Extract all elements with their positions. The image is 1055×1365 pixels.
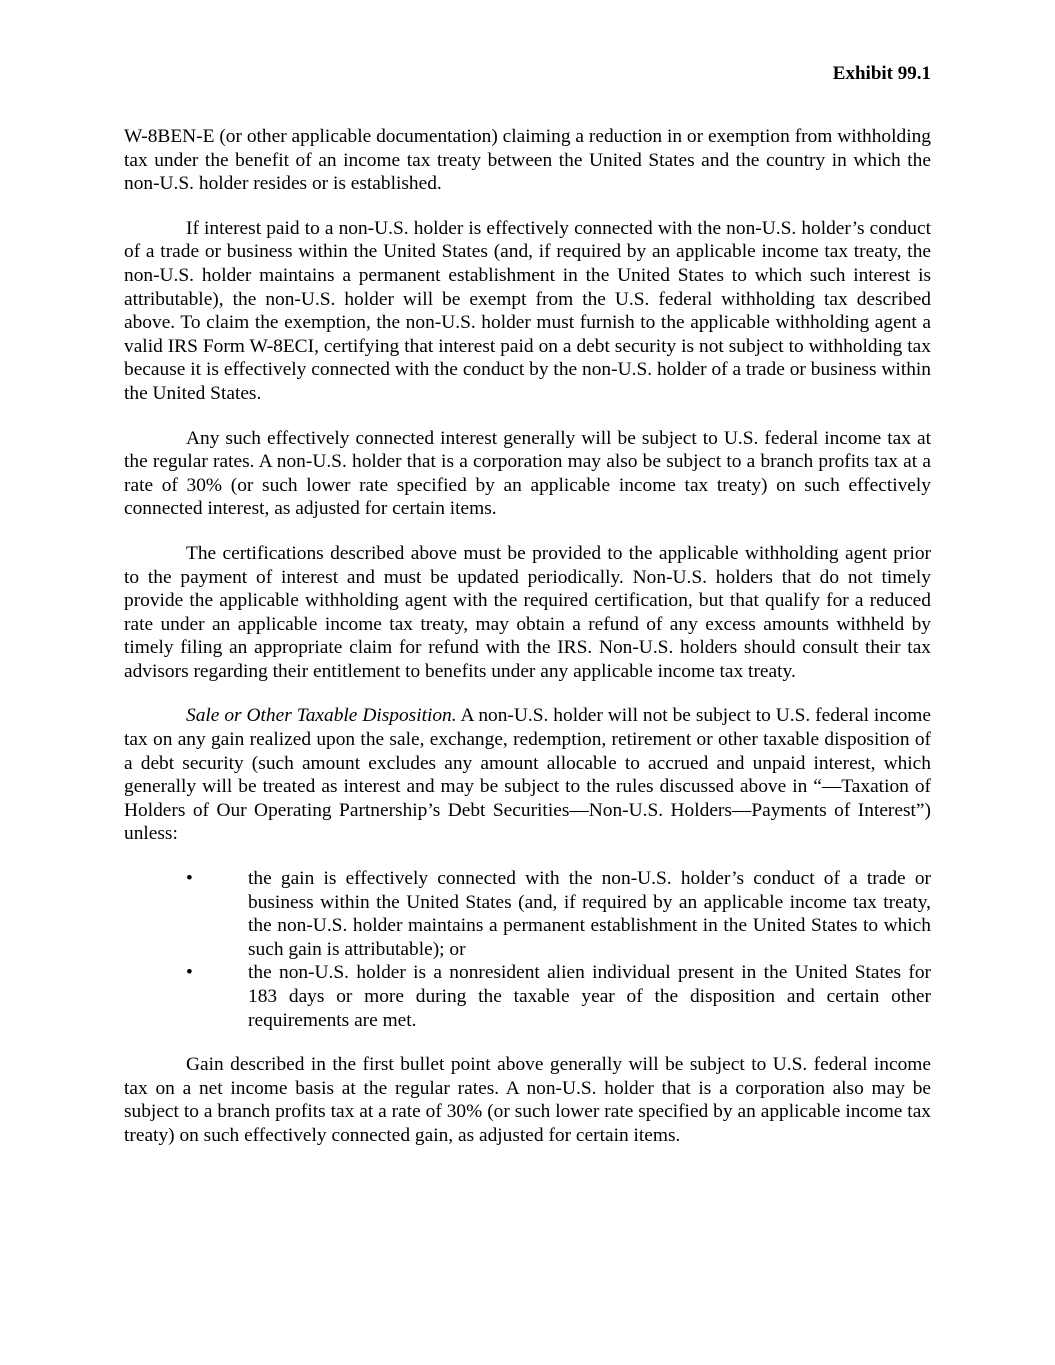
list-item [124, 867, 931, 961]
paragraph-sale-disposition [124, 704, 931, 846]
paragraph-continuation: W-8BEN-E (or other applicable documentation) claiming a reduction in or exemption from withholding tax under the benefit of an income tax treaty between the United States and the country in which the non-U.S. holder resides or is established. [124, 126, 931, 195]
bullet-list [124, 867, 931, 1032]
section-heading-sale-disposition: Sale or Other Taxable Disposition. [186, 705, 457, 727]
list-item-text: the non-U.S. holder is a nonresident alien individual present in the United States for 183 days or more during the taxable year of the disposition and certain other requirements are met. [248, 962, 931, 1031]
paragraph-regular-rates: Any such effectively connected interest generally will be subject to U.S. federal income tax at the regular rates. A non-U.S. holder that is a corporation may also be subject to a branch profits tax at a rate of 30% (or such lower rate specified by an applicable income tax treaty) on such effectively connected interest, as adjusted for certain items. [124, 427, 931, 520]
list-item [124, 961, 931, 1032]
bullet-icon: • [186, 962, 193, 984]
paragraph-effectively-connected-interest: If interest paid to a non-U.S. holder is effectively connected with the non-U.S. holder’s conduct of a trade or business within the United States (and, if required by an applicable income tax treaty, the non-U.S. holder maintains a permanent establishment in the United States to which such interest is attributable), the non-U.S. holder will be exempt from the U.S. federal withholding tax described above. To claim the exemption, the non-U.S. holder must furnish to the applicable withholding agent a valid IRS Form W-8ECI, certifying that interest paid on a debt security is not subject to withholding tax because it is effectively connected with the conduct by the non-U.S. holder of a trade or business within the United States. [124, 217, 931, 404]
bullet-icon: • [186, 868, 193, 890]
list-item-text: the gain is effectively connected with the non-U.S. holder’s conduct of a trade or business within the United States (and, if required by an applicable income tax treaty, the non-U.S. holder maintains a permanent establishment in the United States to which such gain is attributable); or [248, 868, 931, 960]
document-body [124, 125, 931, 1169]
paragraph-gain-bullet: Gain described in the first bullet point above generally will be subject to U.S. federal income tax on a net income basis at the regular rates. A non-U.S. holder that is a corporation also may be subject to a branch profits tax at a rate of 30% (or such lower rate specified by an applicable income tax treaty) on such effectively connected gain, as adjusted for certain items. [124, 1054, 931, 1146]
paragraph-certifications: The certifications described above must be provided to the applicable withholding agent prior to the payment of interest and must be updated periodically. Non-U.S. holders that do not timely provide the applicable withholding agent with the required certification, but that qualify for a reduced rate under an applicable income tax treaty, may obtain a refund of any excess amounts withheld by timely filing an appropriate claim for refund with the IRS. Non-U.S. holders should consult their tax advisors regarding their entitlement to benefits under any applicable income tax treaty. [124, 542, 931, 682]
exhibit-label: Exhibit 99.1 [832, 63, 931, 84]
sale-disposition-body: A non-U.S. holder will not be subject to U.S. federal income tax on any gain realized upon the sale, exchange, redemption, retirement or other taxable disposition of a debt security (such amount excludes any amount allocable to accrued and unpaid interest, which generally will be treated as interest and may be subject to the rules discussed above in “—Taxation of Holders of Our Operating Partnership’s Debt Securities—Non-U.S. Holders—Payments of Interest”) unless: [124, 705, 931, 845]
